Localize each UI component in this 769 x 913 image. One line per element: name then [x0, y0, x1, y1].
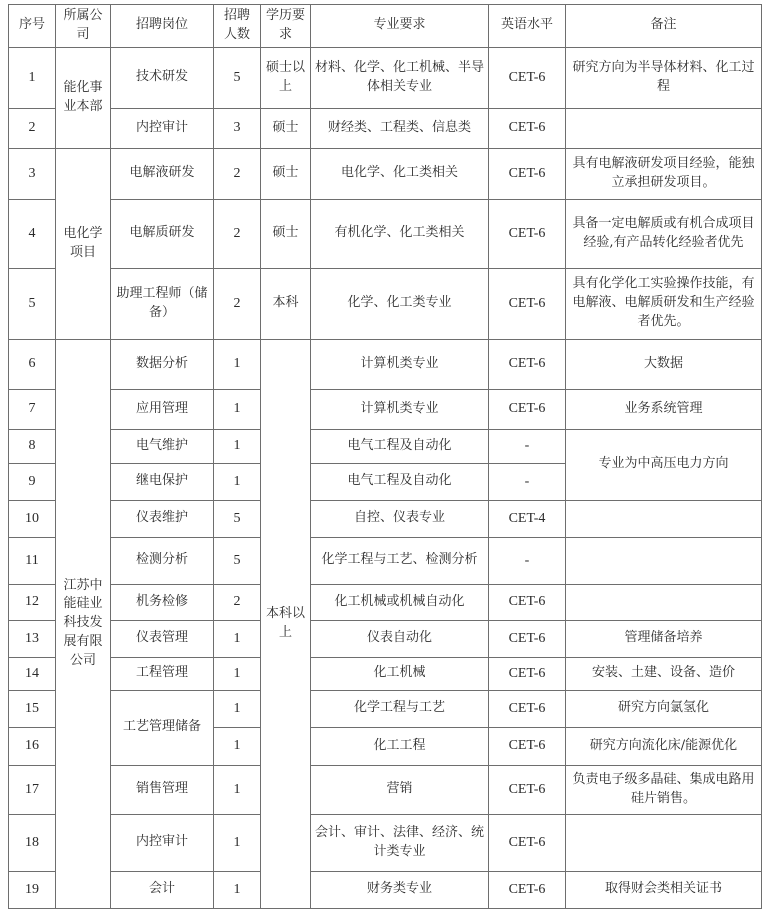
header-seq: 序号 [9, 5, 56, 48]
row-remark: 安装、土建、设备、造价 [566, 657, 762, 690]
table-row [9, 657, 762, 690]
row-major: 仪表自动化 [311, 620, 489, 657]
table-row [9, 389, 762, 429]
row-english: CET-6 [489, 47, 566, 108]
row-seq: 6 [9, 339, 56, 389]
row-remark: 取得财会类相关证书 [566, 871, 762, 908]
row-count: 1 [214, 463, 261, 500]
row-english: CET-6 [489, 765, 566, 814]
row-remark: 研究方向流化床/能源优化 [566, 727, 762, 765]
row-position: 仪表维护 [111, 500, 214, 537]
row-seq: 5 [9, 268, 56, 339]
row-degree: 硕士以上 [261, 47, 311, 108]
shared-degree: 本科以上 [261, 339, 311, 908]
shared-remark: 专业为中高压电力方向 [566, 429, 762, 500]
row-seq: 18 [9, 814, 56, 871]
row-seq: 10 [9, 500, 56, 537]
row-major: 化工机械 [311, 657, 489, 690]
row-english: CET-6 [489, 268, 566, 339]
table-row [9, 871, 762, 908]
row-major: 化学工程与工艺、检测分析 [311, 537, 489, 584]
row-count: 1 [214, 429, 261, 463]
row-count: 1 [214, 657, 261, 690]
row-position: 电气维护 [111, 429, 214, 463]
row-seq: 16 [9, 727, 56, 765]
row-position: 内控审计 [111, 108, 214, 148]
company-group-3: 江苏中能硅业科技发展有限公司 [56, 339, 111, 908]
header-degree: 学历要求 [261, 5, 311, 48]
row-seq: 11 [9, 537, 56, 584]
company-group-1: 能化事业本部 [56, 47, 111, 148]
row-english: CET-6 [489, 339, 566, 389]
row-remark [566, 108, 762, 148]
header-english: 英语水平 [489, 5, 566, 48]
table-row [9, 765, 762, 814]
row-count: 1 [214, 339, 261, 389]
row-major: 有机化学、化工类相关 [311, 199, 489, 268]
header-major: 专业要求 [311, 5, 489, 48]
row-position: 会计 [111, 871, 214, 908]
row-major: 化工工程 [311, 727, 489, 765]
row-english: - [489, 537, 566, 584]
table-row [9, 814, 762, 871]
row-count: 5 [214, 500, 261, 537]
table-row [9, 268, 762, 339]
row-count: 1 [214, 814, 261, 871]
row-seq: 17 [9, 765, 56, 814]
row-count: 5 [214, 47, 261, 108]
row-count: 3 [214, 108, 261, 148]
row-position: 应用管理 [111, 389, 214, 429]
row-english: CET-6 [489, 584, 566, 620]
row-major: 财经类、工程类、信息类 [311, 108, 489, 148]
row-count: 1 [214, 871, 261, 908]
row-english: CET-6 [489, 814, 566, 871]
row-position: 电解液研发 [111, 148, 214, 199]
row-position: 继电保护 [111, 463, 214, 500]
row-seq: 2 [9, 108, 56, 148]
row-major: 自控、仪表专业 [311, 500, 489, 537]
row-degree: 硕士 [261, 148, 311, 199]
row-count: 2 [214, 148, 261, 199]
row-remark: 业务系统管理 [566, 389, 762, 429]
row-major: 材料、化学、化工机械、半导体相关专业 [311, 47, 489, 108]
row-remark [566, 584, 762, 620]
row-count: 1 [214, 620, 261, 657]
row-major: 电气工程及自动化 [311, 429, 489, 463]
row-remark: 负责电子级多晶硅、集成电路用硅片销售。 [566, 765, 762, 814]
row-position: 机务检修 [111, 584, 214, 620]
row-seq: 7 [9, 389, 56, 429]
table-row [9, 690, 762, 727]
row-count: 1 [214, 727, 261, 765]
row-count: 1 [214, 690, 261, 727]
row-seq: 13 [9, 620, 56, 657]
row-major: 化工机械或机械自动化 [311, 584, 489, 620]
row-seq: 9 [9, 463, 56, 500]
company-group-2: 电化学项目 [56, 148, 111, 339]
row-english: CET-6 [489, 389, 566, 429]
header-row [9, 5, 762, 48]
table-row [9, 47, 762, 108]
row-count: 2 [214, 199, 261, 268]
row-remark: 大数据 [566, 339, 762, 389]
row-degree: 本科 [261, 268, 311, 339]
row-position: 内控审计 [111, 814, 214, 871]
row-major: 电化学、化工类相关 [311, 148, 489, 199]
row-seq: 12 [9, 584, 56, 620]
row-english: CET-6 [489, 620, 566, 657]
row-count: 2 [214, 268, 261, 339]
row-english: - [489, 463, 566, 500]
row-major: 化学、化工类专业 [311, 268, 489, 339]
row-remark: 研究方向氯氢化 [566, 690, 762, 727]
row-position: 销售管理 [111, 765, 214, 814]
row-english: CET-6 [489, 108, 566, 148]
table-row [9, 148, 762, 199]
row-seq: 4 [9, 199, 56, 268]
row-degree: 硕士 [261, 199, 311, 268]
row-position: 工程管理 [111, 657, 214, 690]
row-major: 计算机类专业 [311, 339, 489, 389]
row-remark: 具有化学化工实验操作技能，有电解液、电解质研发和生产经验者优先。 [566, 268, 762, 339]
row-remark [566, 814, 762, 871]
row-remark [566, 537, 762, 584]
row-position: 检测分析 [111, 537, 214, 584]
row-major: 电气工程及自动化 [311, 463, 489, 500]
row-count: 2 [214, 584, 261, 620]
row-remark: 管理储备培养 [566, 620, 762, 657]
recruitment-table [8, 4, 762, 909]
row-seq: 8 [9, 429, 56, 463]
header-company: 所属公司 [56, 5, 111, 48]
row-major: 化学工程与工艺 [311, 690, 489, 727]
header-position: 招聘岗位 [111, 5, 214, 48]
shared-position: 工艺管理储备 [111, 690, 214, 765]
table-row [9, 537, 762, 584]
header-remark: 备注 [566, 5, 762, 48]
row-remark [566, 500, 762, 537]
row-position: 仪表管理 [111, 620, 214, 657]
row-english: CET-6 [489, 657, 566, 690]
row-english: CET-6 [489, 199, 566, 268]
table-row [9, 429, 762, 463]
row-count: 1 [214, 765, 261, 814]
row-remark: 具有电解液研发项目经验，能独立承担研发项目。 [566, 148, 762, 199]
row-seq: 15 [9, 690, 56, 727]
row-seq: 19 [9, 871, 56, 908]
row-seq: 3 [9, 148, 56, 199]
row-count: 1 [214, 389, 261, 429]
row-count: 5 [214, 537, 261, 584]
row-remark: 研究方向为半导体材料、化工过程 [566, 47, 762, 108]
row-english: CET-6 [489, 727, 566, 765]
row-major: 财务类专业 [311, 871, 489, 908]
row-english: CET-6 [489, 148, 566, 199]
row-position: 技术研发 [111, 47, 214, 108]
row-seq: 1 [9, 47, 56, 108]
table-row [9, 500, 762, 537]
table-row [9, 584, 762, 620]
row-position: 电解质研发 [111, 199, 214, 268]
row-major: 营销 [311, 765, 489, 814]
header-count: 招聘人数 [214, 5, 261, 48]
row-english: CET-6 [489, 871, 566, 908]
row-major: 计算机类专业 [311, 389, 489, 429]
table-row [9, 620, 762, 657]
row-remark: 具备一定电解质或有机合成项目经验,有产品转化经验者优先 [566, 199, 762, 268]
row-position: 助理工程师（储备） [111, 268, 214, 339]
table-row [9, 339, 762, 389]
row-degree: 硕士 [261, 108, 311, 148]
row-english: CET-6 [489, 690, 566, 727]
table-row [9, 199, 762, 268]
row-english: - [489, 429, 566, 463]
row-seq: 14 [9, 657, 56, 690]
row-major: 会计、审计、法律、经济、统计类专业 [311, 814, 489, 871]
table-row [9, 108, 762, 148]
row-position: 数据分析 [111, 339, 214, 389]
row-english: CET-4 [489, 500, 566, 537]
